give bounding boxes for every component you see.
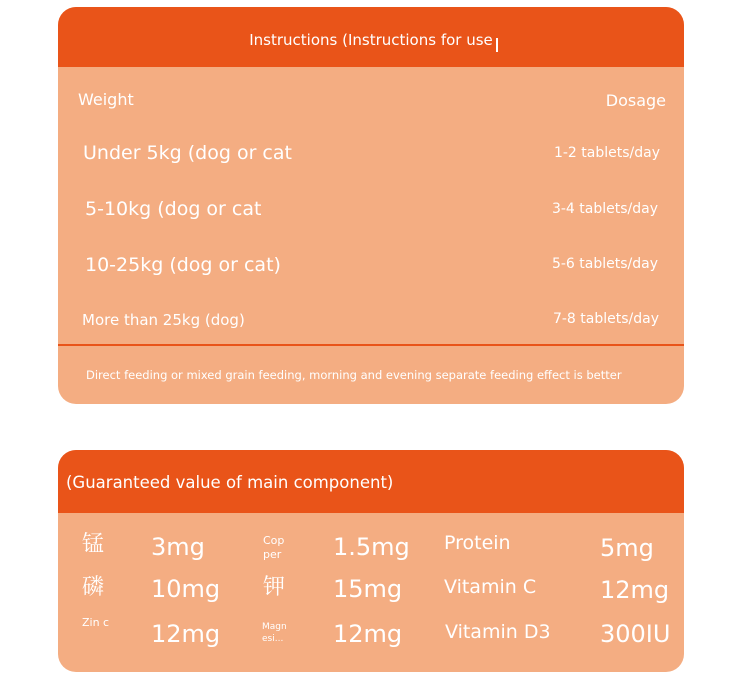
component-value: 12mg <box>151 620 221 648</box>
usage-title: Instructions (Instructions for use <box>249 31 493 49</box>
component-name: 钾 <box>263 575 286 600</box>
component-name: Magn esi... <box>262 622 287 644</box>
components-title: (Guaranteed value of main component) <box>66 473 394 492</box>
component-value: 15mg <box>333 575 403 603</box>
component-name: Cop per <box>263 534 285 561</box>
component-name: Zin c <box>82 616 110 629</box>
feeding-note: Direct feeding or mixed grain feeding, morning and evening separate feeding effect is better <box>86 368 622 382</box>
component-value: 10mg <box>151 575 221 603</box>
dosage-row-amount: 3-4 tablets/day <box>551 201 658 217</box>
component-name: Protein <box>444 532 511 554</box>
component-value: 1.5mg <box>333 533 410 561</box>
divider <box>58 344 684 346</box>
column-header-weight: Weight <box>78 90 134 109</box>
component-value: 300IU <box>600 620 671 648</box>
dosage-row-weight: Under 5kg (dog or cat <box>83 142 292 164</box>
dosage-row-weight: 10-25kg (dog or cat) <box>85 254 281 276</box>
usage-card <box>58 7 684 404</box>
components-card <box>58 450 684 672</box>
dosage-row-weight: More than 25kg (dog) <box>82 311 245 329</box>
component-value: 3mg <box>151 533 205 561</box>
dosage-row-amount: 5-6 tablets/day <box>551 256 658 272</box>
dosage-row-weight: 5-10kg (dog or cat <box>85 198 262 220</box>
component-value: 5mg <box>600 534 654 562</box>
component-name: Vitamin D3 <box>445 621 551 643</box>
component-name: Vitamin C <box>444 576 537 598</box>
component-name: 锰 <box>82 532 105 557</box>
dosage-row-amount: 7-8 tablets/day <box>552 311 659 327</box>
component-name: 磷 <box>82 575 105 600</box>
component-value: 12mg <box>333 620 403 648</box>
text-caret <box>496 38 498 52</box>
column-header-dosage: Dosage <box>605 91 666 110</box>
component-value: 12mg <box>600 576 670 604</box>
dosage-row-amount: 1-2 tablets/day <box>553 145 660 161</box>
